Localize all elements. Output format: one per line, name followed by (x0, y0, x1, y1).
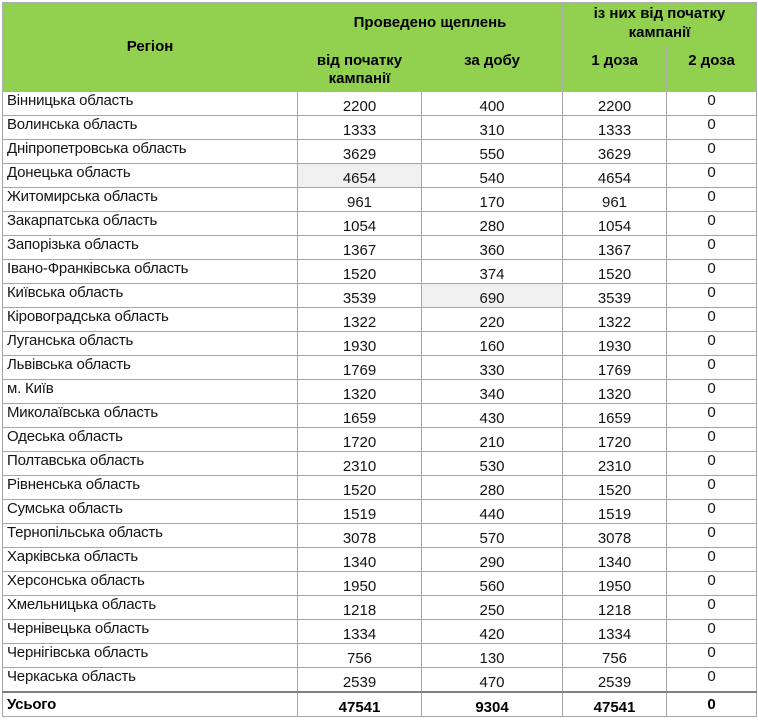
cell-region: Полтавська область (3, 452, 298, 476)
cell-dose2: 0 (667, 548, 757, 572)
table-row (3, 500, 757, 524)
cell-region: Тернопільська область (3, 524, 298, 548)
cell-dose1: 1720 (563, 428, 667, 452)
cell-region: Кіровоградська область (3, 308, 298, 332)
cell-since-start: 1320 (298, 380, 422, 404)
total-cell-dose1: 47541 (563, 692, 667, 717)
cell-dose1: 3629 (563, 140, 667, 164)
cell-per-day: 690 (422, 284, 563, 308)
cell-since-start: 1930 (298, 332, 422, 356)
cell-dose1: 1950 (563, 572, 667, 596)
cell-since-start: 1769 (298, 356, 422, 380)
table-row (3, 236, 757, 260)
cell-region: Волинська область (3, 116, 298, 140)
cell-region: Житомирська область (3, 188, 298, 212)
cell-dose2: 0 (667, 644, 757, 668)
cell-dose1: 1333 (563, 116, 667, 140)
cell-since-start: 1659 (298, 404, 422, 428)
header-per-day: за добу (422, 45, 563, 92)
cell-dose2: 0 (667, 284, 757, 308)
cell-per-day: 374 (422, 260, 563, 284)
cell-dose2: 0 (667, 500, 757, 524)
cell-per-day: 470 (422, 668, 563, 693)
cell-dose2: 0 (667, 596, 757, 620)
cell-per-day: 560 (422, 572, 563, 596)
cell-dose1: 1334 (563, 620, 667, 644)
cell-region: Черкаська область (3, 668, 298, 693)
cell-dose1: 1367 (563, 236, 667, 260)
cell-dose2: 0 (667, 332, 757, 356)
header-dose-1: 1 доза (563, 45, 667, 92)
cell-dose1: 1322 (563, 308, 667, 332)
cell-per-day: 160 (422, 332, 563, 356)
cell-since-start: 1720 (298, 428, 422, 452)
total-row (3, 692, 757, 717)
cell-dose1: 1520 (563, 260, 667, 284)
cell-dose1: 2200 (563, 92, 667, 116)
cell-region: Харківська область (3, 548, 298, 572)
cell-dose1: 1659 (563, 404, 667, 428)
cell-region: Дніпропетровська область (3, 140, 298, 164)
cell-since-start: 1340 (298, 548, 422, 572)
cell-since-start: 961 (298, 188, 422, 212)
cell-dose2: 0 (667, 140, 757, 164)
cell-since-start: 1334 (298, 620, 422, 644)
table-row (3, 284, 757, 308)
cell-since-start: 1218 (298, 596, 422, 620)
vaccination-table (2, 2, 757, 717)
cell-since-start: 3539 (298, 284, 422, 308)
cell-since-start: 2200 (298, 92, 422, 116)
cell-dose1: 1519 (563, 500, 667, 524)
cell-per-day: 340 (422, 380, 563, 404)
cell-dose1: 1930 (563, 332, 667, 356)
cell-region: Одеська область (3, 428, 298, 452)
cell-per-day: 280 (422, 212, 563, 236)
cell-since-start: 1322 (298, 308, 422, 332)
cell-dose1: 3539 (563, 284, 667, 308)
cell-dose1: 756 (563, 644, 667, 668)
cell-region: Вінницька область (3, 92, 298, 116)
cell-since-start: 1367 (298, 236, 422, 260)
cell-dose1: 1340 (563, 548, 667, 572)
cell-dose2: 0 (667, 428, 757, 452)
table-row (3, 332, 757, 356)
table-row (3, 212, 757, 236)
table-row (3, 668, 757, 693)
table-row (3, 524, 757, 548)
cell-region: Івано-Франківська область (3, 260, 298, 284)
cell-dose2: 0 (667, 188, 757, 212)
cell-dose1: 2310 (563, 452, 667, 476)
table-row (3, 620, 757, 644)
cell-per-day: 210 (422, 428, 563, 452)
total-cell-dose2: 0 (667, 692, 757, 717)
cell-dose1: 1054 (563, 212, 667, 236)
cell-region: Миколаївська область (3, 404, 298, 428)
cell-dose2: 0 (667, 260, 757, 284)
cell-since-start: 4654 (298, 164, 422, 188)
cell-dose2: 0 (667, 380, 757, 404)
table-row (3, 92, 757, 116)
cell-dose2: 0 (667, 92, 757, 116)
cell-since-start: 756 (298, 644, 422, 668)
cell-region: Луганська область (3, 332, 298, 356)
cell-per-day: 540 (422, 164, 563, 188)
cell-per-day: 130 (422, 644, 563, 668)
table-row (3, 596, 757, 620)
cell-dose1: 1769 (563, 356, 667, 380)
cell-dose2: 0 (667, 164, 757, 188)
cell-dose1: 2539 (563, 668, 667, 693)
cell-region: Львівська область (3, 356, 298, 380)
cell-region: Херсонська область (3, 572, 298, 596)
cell-dose2: 0 (667, 452, 757, 476)
header-dose-2: 2 доза (667, 45, 757, 92)
header-group-since-campaign-start: із них від початку кампанії (563, 3, 757, 46)
cell-region: Хмельницька область (3, 596, 298, 620)
table-row (3, 356, 757, 380)
cell-region: Донецька область (3, 164, 298, 188)
total-cell-since-start: 47541 (298, 692, 422, 717)
cell-dose2: 0 (667, 308, 757, 332)
table-row (3, 404, 757, 428)
cell-per-day: 570 (422, 524, 563, 548)
cell-dose2: 0 (667, 572, 757, 596)
cell-dose2: 0 (667, 356, 757, 380)
cell-per-day: 310 (422, 116, 563, 140)
cell-dose2: 0 (667, 668, 757, 693)
cell-per-day: 440 (422, 500, 563, 524)
cell-dose1: 4654 (563, 164, 667, 188)
table-row (3, 164, 757, 188)
cell-dose1: 3078 (563, 524, 667, 548)
cell-per-day: 430 (422, 404, 563, 428)
cell-per-day: 330 (422, 356, 563, 380)
table-row (3, 428, 757, 452)
table-row (3, 380, 757, 404)
cell-per-day: 250 (422, 596, 563, 620)
cell-per-day: 290 (422, 548, 563, 572)
cell-since-start: 2539 (298, 668, 422, 693)
table-body (3, 92, 757, 717)
cell-since-start: 1333 (298, 116, 422, 140)
cell-since-start: 1520 (298, 260, 422, 284)
table-row (3, 452, 757, 476)
cell-region: Чернігівська область (3, 644, 298, 668)
cell-per-day: 280 (422, 476, 563, 500)
cell-per-day: 220 (422, 308, 563, 332)
cell-region: Закарпатська область (3, 212, 298, 236)
table-row (3, 140, 757, 164)
cell-dose1: 961 (563, 188, 667, 212)
header-group-vaccinations-performed: Проведено щеплень (298, 3, 563, 46)
header-since-campaign-start: від початку кампанії (298, 45, 422, 92)
cell-per-day: 170 (422, 188, 563, 212)
cell-region: Сумська область (3, 500, 298, 524)
total-cell-per-day: 9304 (422, 692, 563, 717)
cell-dose2: 0 (667, 212, 757, 236)
cell-region: Чернівецька область (3, 620, 298, 644)
cell-since-start: 1054 (298, 212, 422, 236)
table-row (3, 572, 757, 596)
table-header (3, 3, 757, 92)
cell-per-day: 400 (422, 92, 563, 116)
cell-dose2: 0 (667, 620, 757, 644)
cell-dose2: 0 (667, 116, 757, 140)
table-row (3, 308, 757, 332)
cell-dose2: 0 (667, 476, 757, 500)
cell-dose1: 1218 (563, 596, 667, 620)
cell-region: Київська область (3, 284, 298, 308)
cell-since-start: 1520 (298, 476, 422, 500)
cell-per-day: 530 (422, 452, 563, 476)
cell-per-day: 360 (422, 236, 563, 260)
cell-dose1: 1520 (563, 476, 667, 500)
cell-region: Запорізька область (3, 236, 298, 260)
cell-per-day: 550 (422, 140, 563, 164)
cell-region: Рівненська область (3, 476, 298, 500)
table-row (3, 548, 757, 572)
total-cell-region: Усього (3, 692, 298, 717)
header-region: Регіон (3, 3, 298, 92)
cell-dose1: 1320 (563, 380, 667, 404)
cell-dose2: 0 (667, 524, 757, 548)
table-row (3, 476, 757, 500)
table-row (3, 188, 757, 212)
table-row (3, 116, 757, 140)
cell-dose2: 0 (667, 404, 757, 428)
cell-since-start: 2310 (298, 452, 422, 476)
cell-dose2: 0 (667, 236, 757, 260)
cell-since-start: 1950 (298, 572, 422, 596)
cell-per-day: 420 (422, 620, 563, 644)
cell-since-start: 3078 (298, 524, 422, 548)
table-row (3, 644, 757, 668)
cell-since-start: 1519 (298, 500, 422, 524)
table-row (3, 260, 757, 284)
cell-region: м. Київ (3, 380, 298, 404)
cell-since-start: 3629 (298, 140, 422, 164)
